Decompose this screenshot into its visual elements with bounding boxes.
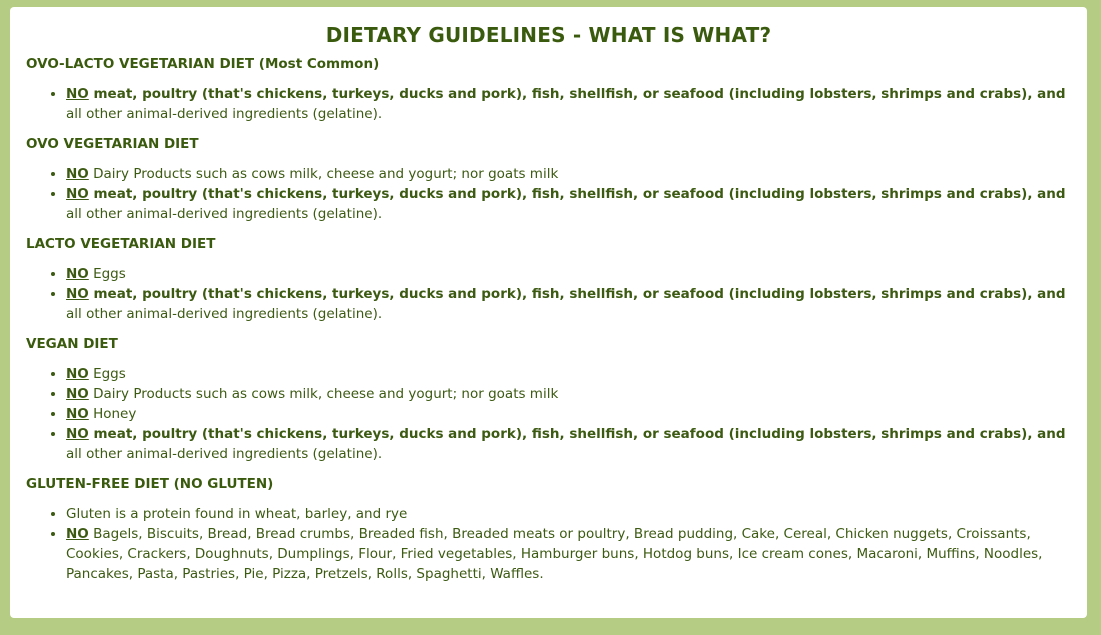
meat-rule-rest: all other animal-derived ingredients (gelatine).	[66, 306, 383, 322]
list-item	[66, 524, 1071, 584]
no-label: NO	[66, 166, 89, 182]
list-item	[66, 384, 1071, 404]
meat-rule-rest: all other animal-derived ingredients (gelatine).	[66, 206, 383, 222]
eggs-rule: Eggs	[88, 266, 126, 282]
list-item	[66, 264, 1071, 284]
list-item	[66, 284, 1071, 324]
list-item	[66, 84, 1071, 124]
section-heading-lacto: LACTO VEGETARIAN DIET	[26, 236, 216, 252]
no-label: NO	[66, 366, 89, 382]
no-label: NO	[66, 286, 89, 302]
no-label: NO	[66, 266, 89, 282]
meat-rule-rest: all other animal-derived ingredients (gelatine).	[66, 446, 383, 462]
meat-rule-bold: meat, poultry (that's chickens, turkeys, ducks and pork), fish, shellfish, or seafood (including lobsters, shrimps and crabs), and	[88, 426, 1066, 442]
dairy-rule: Dairy Products such as cows milk, cheese and yogurt; nor goats milk	[88, 166, 559, 182]
meat-rule-rest: all other animal-derived ingredients (gelatine).	[66, 106, 383, 122]
honey-rule: Honey	[88, 406, 137, 422]
meat-rule-bold: meat, poultry (that's chickens, turkeys, ducks and pork), fish, shellfish, or seafood (including lobsters, shrimps and crabs), and	[88, 186, 1066, 202]
list-item	[66, 164, 1071, 184]
page-title: DIETARY GUIDELINES - WHAT IS WHAT?	[325, 23, 772, 47]
section-heading-ovo-lacto: OVO-LACTO VEGETARIAN DIET (Most Common)	[26, 56, 380, 72]
section-list-ovo-lacto	[26, 84, 1071, 124]
section-list-ovo	[26, 164, 1071, 224]
no-label: NO	[66, 86, 89, 102]
dairy-rule: Dairy Products such as cows milk, cheese and yogurt; nor goats milk	[88, 386, 559, 402]
section-heading-ovo: OVO VEGETARIAN DIET	[26, 136, 199, 152]
eggs-rule: Eggs	[88, 366, 126, 382]
gluten-foods: Bagels, Biscuits, Bread, Bread crumbs, Breaded fish, Breaded meats or poultry, Bread pudding, Cake, Cereal, Chicken nuggets, Croissants, Cookies, Crackers, Doughnuts, Dumplings, Flour, Fried vegetables, Hamburger buns, Hotdog buns, Ice cream cones, Macaroni, Muffins, Noodles, Pancakes, Pasta, Pastries, Pie, Pizza, Pretzels, Rolls, Spaghetti, Waffles.	[66, 526, 1043, 582]
section-list-lacto	[26, 264, 1071, 324]
section-heading-gluten-free: GLUTEN-FREE DIET (NO GLUTEN)	[26, 476, 274, 492]
meat-rule-bold: meat, poultry (that's chickens, turkeys, ducks and pork), fish, shellfish, or seafood (including lobsters, shrimps and crabs), and	[88, 286, 1066, 302]
list-item	[66, 364, 1071, 384]
section-list-gluten-free	[26, 504, 1071, 584]
meat-rule-bold: meat, poultry (that's chickens, turkeys, ducks and pork), fish, shellfish, or seafood (including lobsters, shrimps and crabs), and	[88, 86, 1066, 102]
no-label: NO	[66, 526, 89, 542]
section-list-vegan	[26, 364, 1071, 464]
no-label: NO	[66, 386, 89, 402]
list-item	[66, 424, 1071, 464]
gluten-info: Gluten is a protein found in wheat, barley, and rye	[66, 506, 408, 522]
no-label: NO	[66, 406, 89, 422]
list-item	[66, 184, 1071, 224]
no-label: NO	[66, 186, 89, 202]
section-heading-vegan: VEGAN DIET	[26, 336, 118, 352]
guidelines-card	[10, 7, 1087, 618]
list-item	[66, 504, 1071, 524]
no-label: NO	[66, 426, 89, 442]
list-item	[66, 404, 1071, 424]
